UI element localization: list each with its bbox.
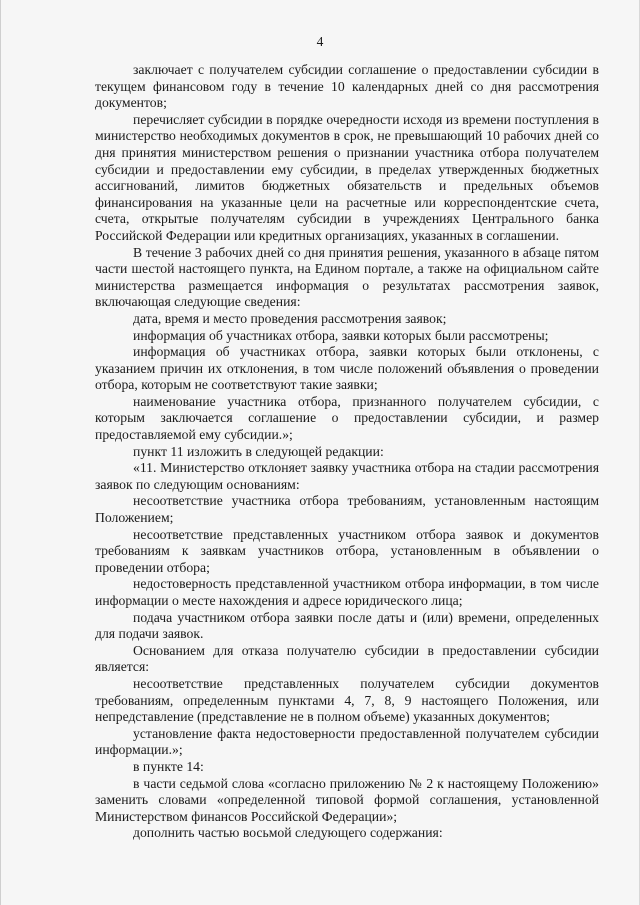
paragraph: перечисляет субсидии в порядке очередности исходя из времени поступления в министерство необходимых документов в срок, не превышающий 10 рабочих дней со дня принятия министерством решения о признании участника отбора получателем субсидии и предоставлении ему субсидии, в пределах утвержденных бюджетных ассигнований, лимитов бюджетных обязательств и предельных объемов финансирования на указанные цели на расчетные или корреспондентские счета, счета, открытые получателям субсидии в учреждениях Центрального банка Российской Федерации или кредитных организациях, указанных в соглашении. — [95, 111, 599, 243]
paragraph: заключает с получателем субсидии соглашение о предоставлении субсидии в текущем финансовом году в течение 10 календарных дней со дня рассмотрения документов; — [95, 62, 599, 111]
paragraph: установление факта недостоверности предоставленной получателем субсидии информации.»; — [95, 725, 599, 758]
page-number: 4 — [316, 34, 324, 49]
paragraph: несоответствие участника отбора требованиям, установленным настоящим Положением; — [95, 493, 599, 526]
paragraph: наименование участника отбора, признанного получателем субсидии, с которым заключается соглашение о предоставлении субсидии, и размер предоставляемой ему субсидии.»; — [95, 393, 599, 443]
paragraph: несоответствие представленных участником отбора заявок и документов требованиям к заявкам участников отбора, установленным в объявлении о проведении отбора; — [95, 526, 599, 575]
paragraph: дата, время и место проведения рассмотрения заявок; — [133, 310, 447, 326]
paragraph: информация об участниках отбора, заявки которых были рассмотрены; — [133, 327, 549, 343]
paragraph: недостоверность представленной участником отбора информации, в том числе информации о месте нахождения и адресе юридического лица; — [95, 576, 599, 608]
paragraph: В течение 3 рабочих дней со дня принятия решения, указанного в абзаце пятом части шестой настоящего пункта, на Едином портале, а также на официальном сайте министерства размещается информация о результатах рассмотрения заявок, включающая следующие сведения: — [95, 244, 599, 310]
paragraph: Основанием для отказа получателю субсидии в предоставлении субсидии является: — [95, 642, 599, 675]
paragraph: информация об участниках отбора, заявки которых были отклонены, с указанием причин их отклонения, в том числе положений объявления о проведении отбора, которым не соответствуют такие заявки; — [95, 344, 599, 393]
paragraph: пункт 11 изложить в следующей редакции: — [133, 443, 384, 459]
paragraph: «11. Министерство отклоняет заявку участника отбора на стадии рассмотрения заявок по следующим основаниям: — [95, 460, 599, 492]
paragraph: в части седьмой слова «согласно приложению № 2 к настоящему Положению» заменить словами «определенной типовой формой соглашения, установленной Министерством финансов Российской Федерации»; — [95, 775, 599, 824]
paragraph: подача участником отбора заявки после даты и (или) времени, определенных для подачи заявок. — [95, 609, 599, 642]
paragraph: несоответствие представленных получателем субсидии документов требованиям, определенным пунктами 4, 7, 8, 9 настоящего Положения, или непредставление (представление не в полном объеме) указанных документов; — [95, 675, 599, 725]
paragraph: дополнить частью восьмой следующего содержания: — [133, 825, 443, 841]
document-body — [95, 62, 599, 842]
paragraph: в пункте 14: — [133, 758, 204, 774]
